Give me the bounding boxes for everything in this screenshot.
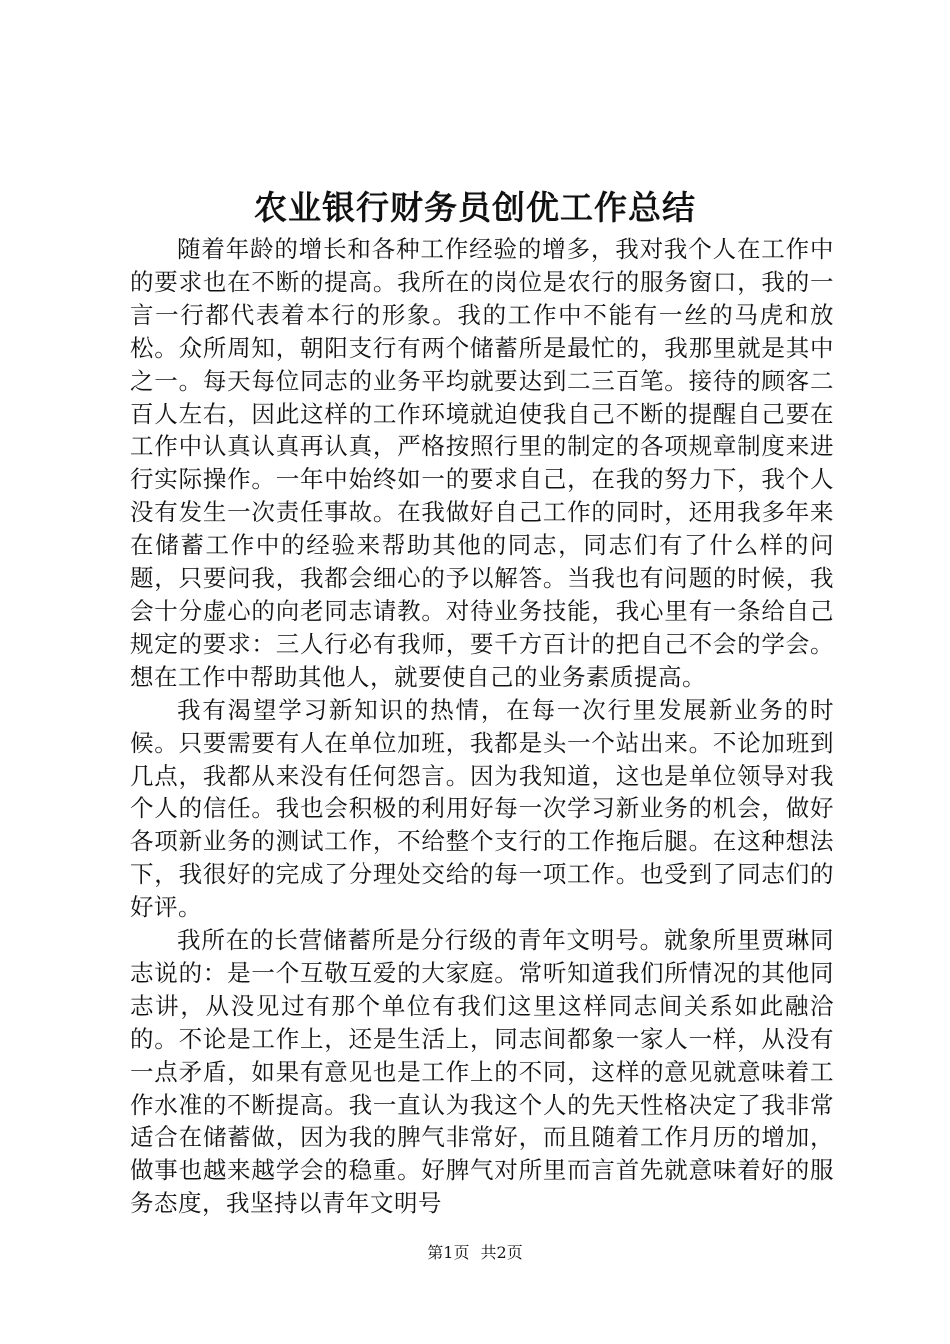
- paragraph-3: 我所在的长营储蓄所是分行级的青年文明号。就象所里贾琳同志说的：是一个互敬互爱的大家庭。常听知道我们所情况的其他同志讲，从没见过有那个单位有我们这里这样同志间关系如此融洽的。不论是工作上，还是生活上，同志间都象一家人一样，从没有一点矛盾，如果有意见也是工作上的不同，这样的意见就意味着工作水准的不断提高。我一直认为我这个人的先天性格决定了我非常适合在储蓄做，因为我的脾气非常好，而且随着工作月历的增加，做事也越来越学会的稳重。好脾气对所里而言首先就意味着好的服务态度，我坚持以青年文明号: [130, 926, 834, 1218]
- page-total: 共2页: [480, 1243, 523, 1262]
- page-number: 第1页: [427, 1243, 470, 1262]
- document-title: 农业银行财务员创优工作总结: [254, 188, 696, 227]
- page-footer: [0, 1243, 950, 1263]
- paragraph-1: 随着年龄的增长和各种工作经验的增多，我对我个人在工作中的要求也在不断的提高。我所在的岗位是农行的服务窗口，我的一言一行都代表着本行的形象。我的工作中不能有一丝的马虎和放松。众所周知，朝阳支行有两个储蓄所是最忙的，我那里就是其中之一。每天每位同志的业务平均就要达到二三百笔。接待的顾客二百人左右，因此这样的工作环境就迫使我自己不断的提醒自己要在工作中认真认真再认真，严格按照行里的制定的各项规章制度来进行实际操作。一年中始终如一的要求自己，在我的努力下，我个人没有发生一次责任事故。在我做好自己工作的同时，还用我多年来在储蓄工作中的经验来帮助其他的同志，同志们有了什么样的问题，只要问我，我都会细心的予以解答。当我也有问题的时候，我会十分虚心的向老同志请教。对待业务技能，我心里有一条给自己规定的要求：三人行必有我师，要千方百计的把自己不会的学会。想在工作中帮助其他人，就要使自己的业务素质提高。: [130, 235, 834, 691]
- document-body: [130, 233, 834, 1220]
- paragraph-2: 我有渴望学习新知识的热情，在每一次行里发展新业务的时候。只要需要有人在单位加班，我都是头一个站出来。不论加班到几点，我都从来没有任何怨言。因为我知道，这也是单位领导对我个人的信任。我也会积极的利用好每一次学习新业务的机会，做好各项新业务的测试工作，不给整个支行的工作拖后腿。在这种想法下，我很好的完成了分理处交给的每一项工作。也受到了同志们的好评。: [130, 695, 834, 922]
